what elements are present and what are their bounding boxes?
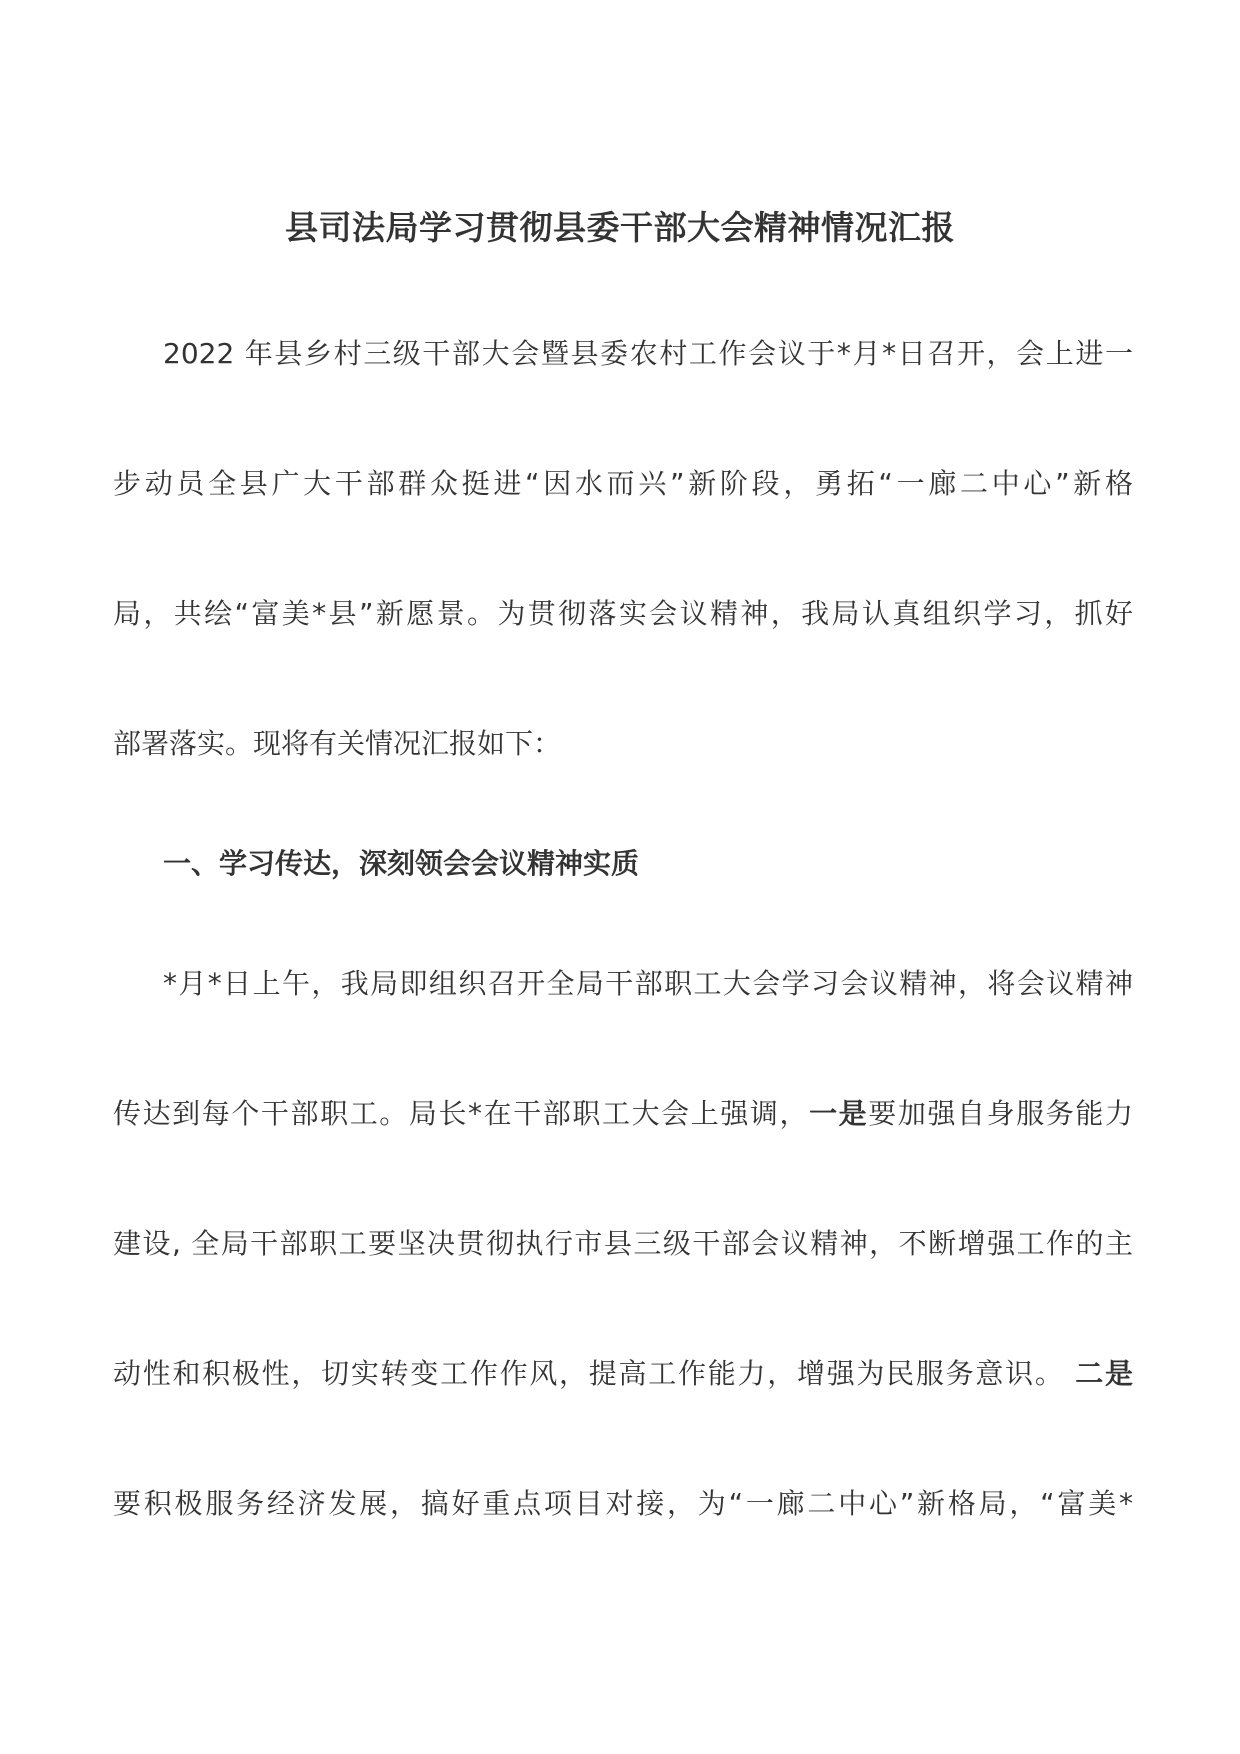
document-title: 县司法局学习贯彻县委干部大会精神情况汇报 [285,208,955,247]
paragraph-2-line-1: *月*日上午，我局即组织召开全局干部职工大会学习会议精神，将会议精神 [163,967,1133,1000]
paragraph-2-line-4-text: 动性和积极性，切实转变工作作风，提高工作能力，增强为民服务意识。 [113,1357,1065,1390]
paragraph-1-line-2: 步动员全县广大干部群众挺进“因水而兴”新阶段，勇拓“一廊二中心”新格 [113,467,1133,500]
paragraph-2-line-3: 建设, 全局干部职工要坚决贯彻执行市县三级干部会议精神，不断增强工作的主 [113,1227,1133,1260]
paragraph-1-line-3: 局，共绘“富美*县”新愿景。为贯彻落实会议精神，我局认真组织学习，抓好 [113,597,1133,630]
section-1-heading: 一、学习传达，深刻领会会议精神实质 [163,847,640,880]
paragraph-2-line-5: 要积极服务经济发展，搞好重点项目对接，为“一廊二中心”新格局，“富美* [113,1487,1133,1520]
paragraph-2-emphasis-second: 二是 [1075,1357,1133,1390]
paragraph-2-line-2 [113,1092,1133,1136]
paragraph-2-line-2-text-a: 传达到每个干部职工。局长*在干部职工大会上强调， [113,1097,810,1130]
paragraph-2-emphasis-first: 一是 [809,1097,869,1130]
paragraph-1-line-1: 2022 年县乡村三级干部大会暨县委农村工作会议于*月*日召开，会上进一 [163,337,1133,370]
paragraph-1-line-4: 部署落实。现将有关情况汇报如下： [113,727,562,760]
paragraph-2-line-2-text-b: 要加强自身服务能力 [868,1097,1133,1130]
paragraph-2-line-4 [113,1352,1133,1396]
